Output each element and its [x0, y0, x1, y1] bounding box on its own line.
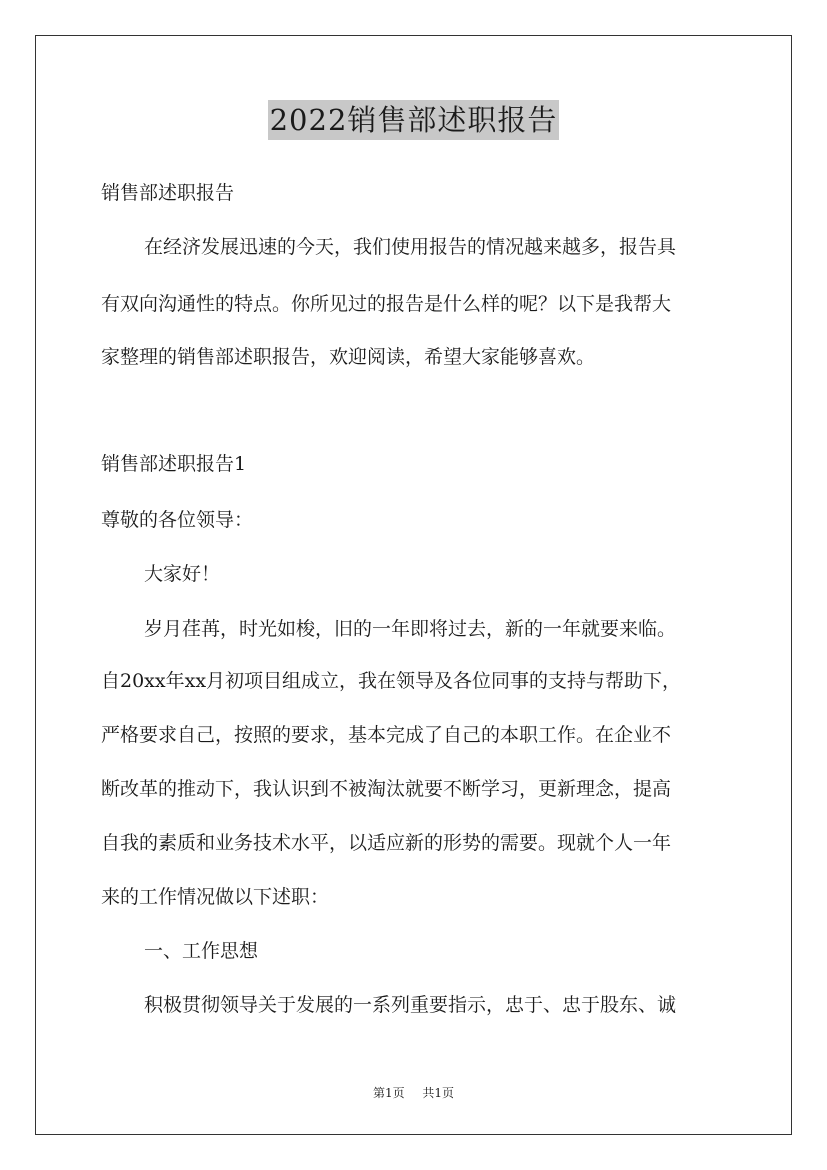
body-line: 来的工作情况做以下述职： — [101, 886, 330, 908]
body-line: 岁月荏苒，时光如梭，旧的一年即将过去，新的一年就要来临。 — [144, 618, 677, 640]
document-subtitle: 销售部述职报告 — [101, 182, 235, 204]
document-title: 2022销售部述职报告 — [268, 100, 560, 140]
body-line: 断改革的推动下，我认识到不被淘汰就要不断学习，更新理念，提高 — [101, 778, 672, 800]
page-footer — [0, 1085, 827, 1101]
body-line: 自20xx年xx月初项目组成立，我在领导及各位同事的支持与帮助下， — [101, 670, 682, 692]
page-total: 共1页 — [422, 1086, 454, 1100]
body-line: 严格要求自己，按照的要求，基本完成了自己的本职工作。在企业不 — [101, 724, 672, 746]
salutation: 尊敬的各位领导： — [101, 509, 254, 531]
intro-line: 家整理的销售部述职报告，欢迎阅读，希望大家能够喜欢。 — [101, 346, 596, 368]
page-number: 第1页 — [373, 1086, 405, 1100]
subheading: 一、工作思想 — [144, 940, 259, 962]
body-line: 自我的素质和业务技术水平，以适应新的形势的需要。现就个人一年 — [101, 832, 672, 854]
section-heading: 销售部述职报告1 — [101, 453, 247, 475]
greeting: 大家好！ — [144, 563, 221, 585]
title-wrap — [0, 100, 827, 140]
body-line: 积极贯彻领导关于发展的一系列重要指示，忠于、忠于股东、诚 — [144, 994, 677, 1016]
intro-line: 有双向沟通性的特点。你所见过的报告是什么样的呢？以下是我帮大 — [101, 293, 672, 315]
intro-line: 在经济发展迅速的今天，我们使用报告的情况越来越多，报告具 — [144, 236, 677, 258]
